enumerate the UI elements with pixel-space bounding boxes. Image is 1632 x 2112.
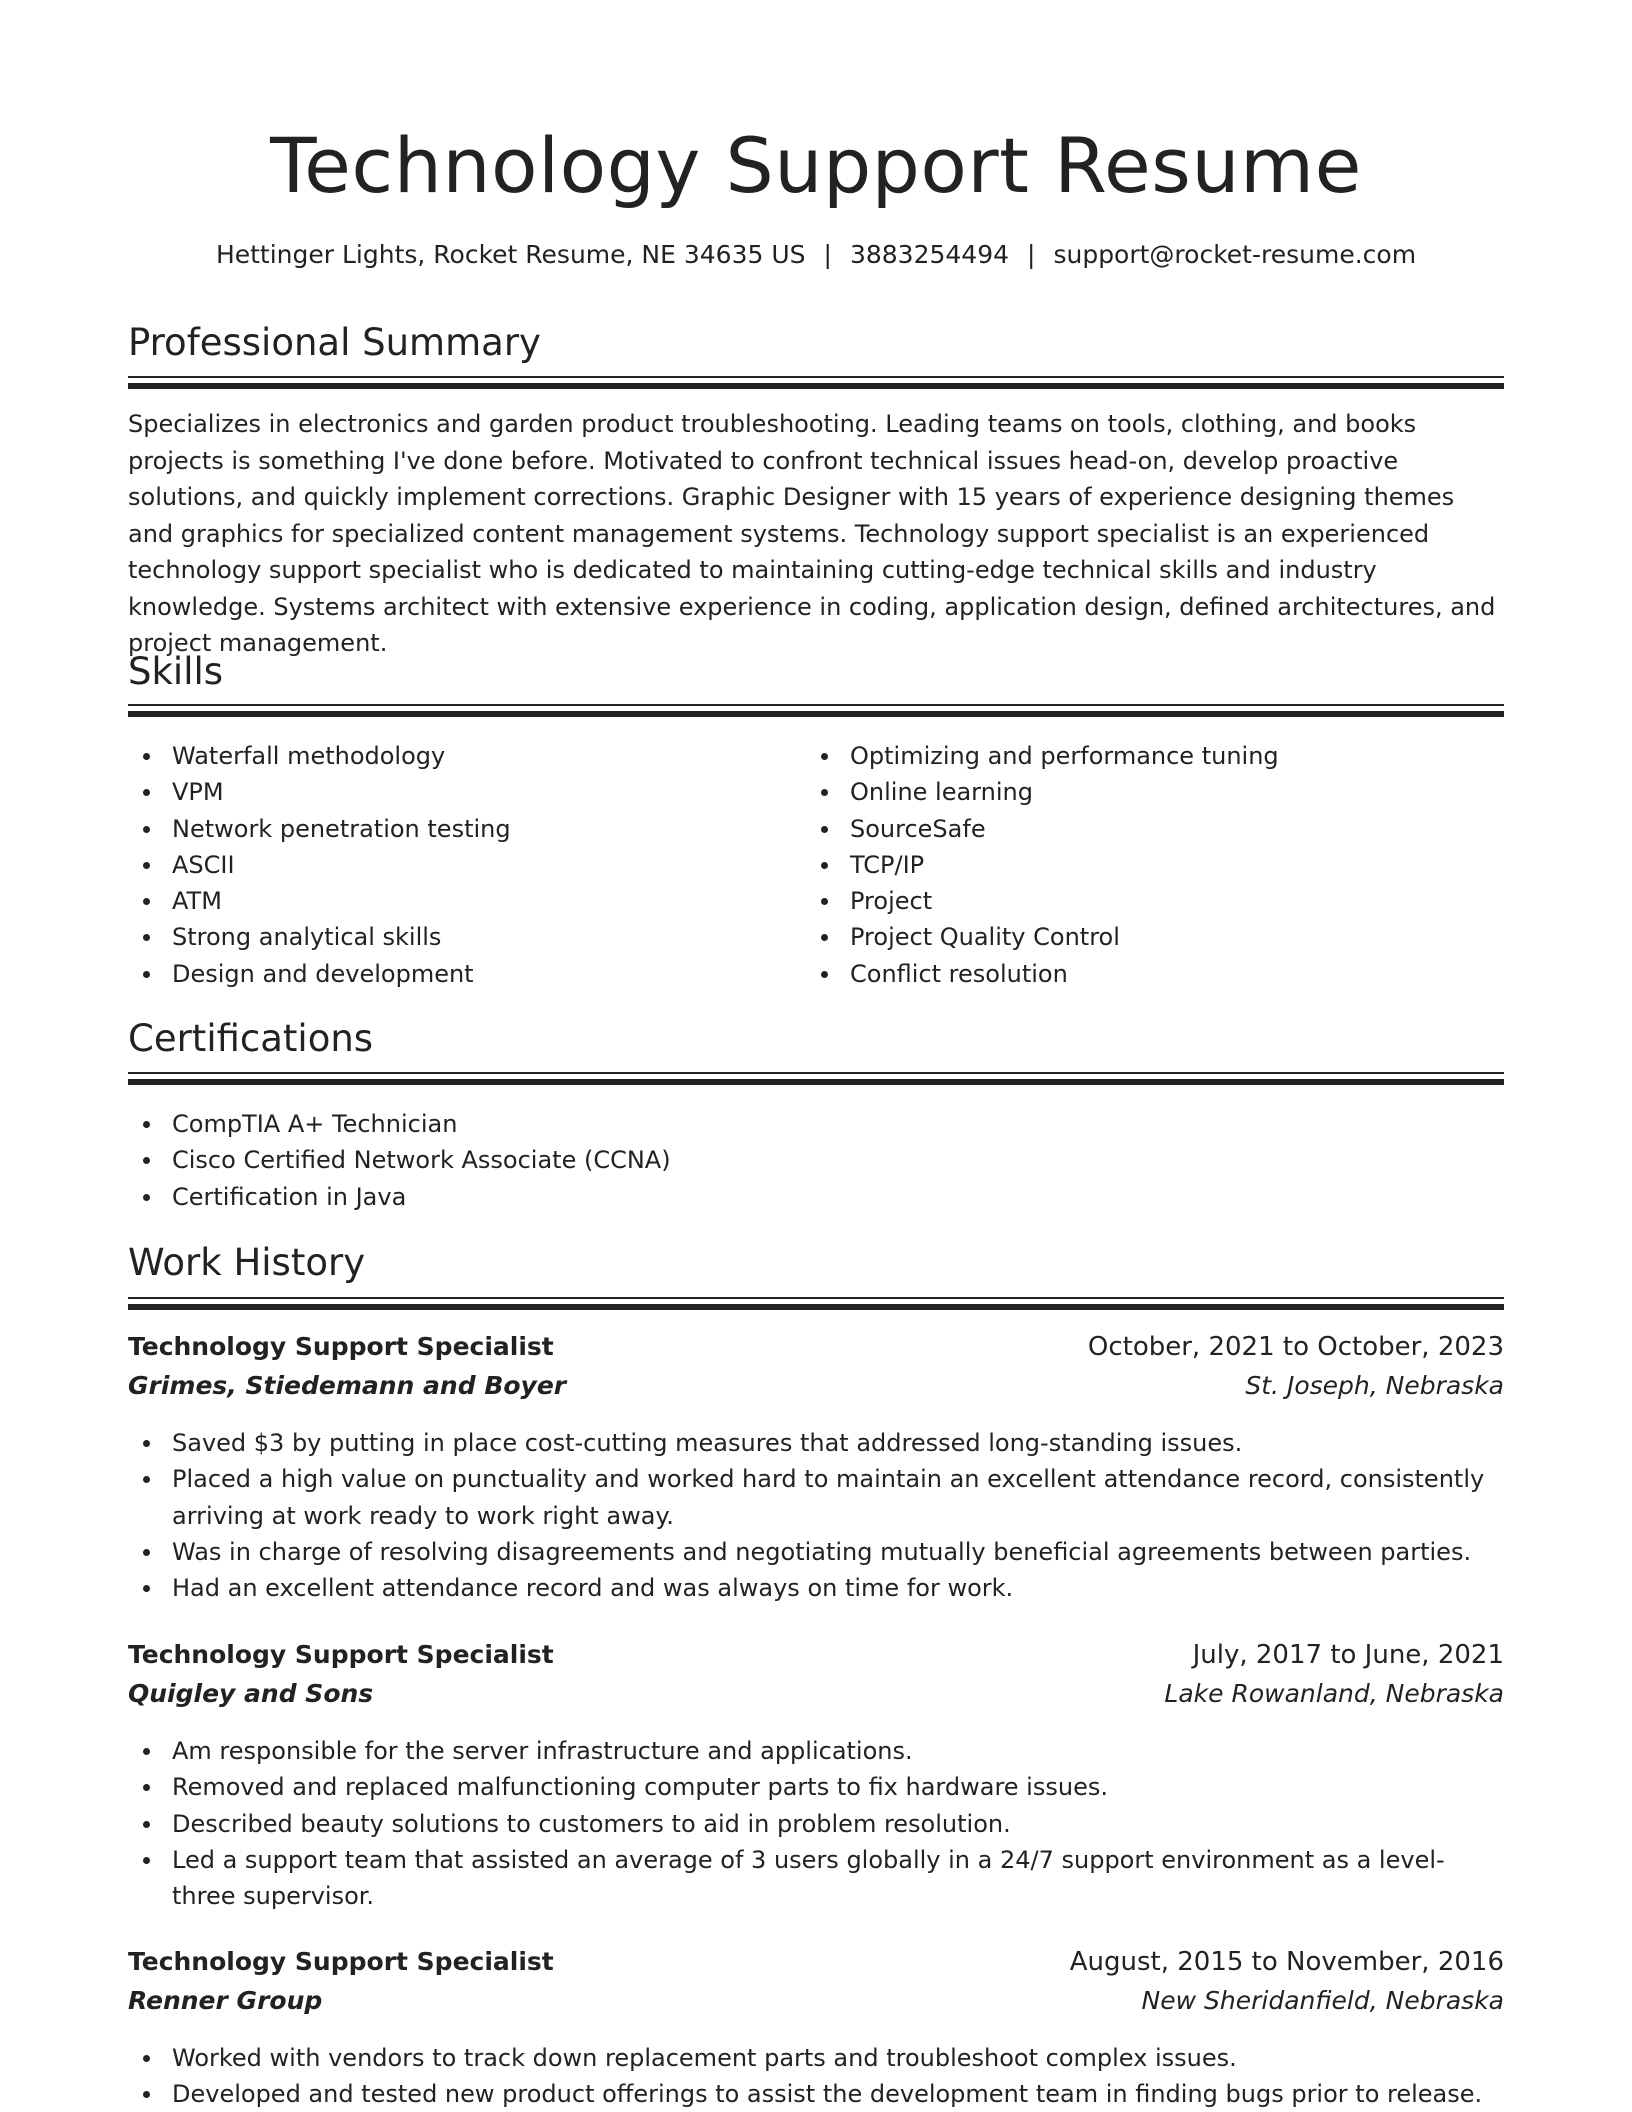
job-dates: October, 2021 to October, 2023: [1087, 1332, 1504, 1362]
job-location: New Sheridanfield, Nebraska: [1141, 1986, 1504, 2015]
skills-list-left: [128, 738, 788, 992]
job-location: St. Joseph, Nebraska: [1245, 1371, 1504, 1400]
skill-item: ASCII: [128, 847, 788, 883]
job-bullet: Saved $3 by putting in place cost-cutting measures that addressed long-standing issues.: [128, 1425, 1504, 1461]
contact-line: [0, 238, 1632, 272]
contact-address: Hettinger Lights, Rocket Resume, NE 34635 US: [215, 240, 806, 269]
skill-item: Optimizing and performance tuning: [806, 738, 1466, 774]
contact-phone: 3883254494: [849, 240, 1010, 269]
job-bullet: Am responsible for the server infrastructure and applications.: [128, 1733, 1504, 1769]
skill-item: ATM: [128, 883, 788, 919]
job-bullets: [128, 1733, 1504, 1914]
certifications-list: [128, 1106, 1504, 1215]
job-title: Technology Support Specialist: [128, 1947, 554, 1976]
skill-item: Conflict resolution: [806, 956, 1466, 992]
skill-item: Network penetration testing: [128, 811, 788, 847]
certification-item: Certification in Java: [128, 1179, 1504, 1215]
section-divider: [128, 376, 1504, 389]
section-heading-work-history: Work History: [128, 1241, 366, 1284]
job-location: Lake Rowanland, Nebraska: [1164, 1679, 1504, 1708]
skill-item: SourceSafe: [806, 811, 1466, 847]
job-title: Technology Support Specialist: [128, 1640, 554, 1669]
contact-separator: |: [1027, 240, 1036, 269]
job-bullet: Removed and replaced malfunctioning computer parts to fix hardware issues.: [128, 1769, 1504, 1805]
skill-item: Strong analytical skills: [128, 919, 788, 955]
job-title: Technology Support Specialist: [128, 1332, 554, 1361]
job-entry: [128, 1640, 1504, 1914]
contact-email: support@rocket-resume.com: [1053, 240, 1417, 269]
job-company: Quigley and Sons: [128, 1679, 374, 1708]
job-bullet: Developed and tested new product offerings to assist the development team in finding bugs prior to release.: [128, 2076, 1504, 2112]
resume-title: Technology Support Resume: [270, 121, 1362, 210]
skills-list-right: [806, 738, 1466, 992]
skill-item: Online learning: [806, 774, 1466, 810]
job-bullets: [128, 2040, 1504, 2112]
job-dates: August, 2015 to November, 2016: [1069, 1947, 1504, 1977]
skill-item: Waterfall methodology: [128, 738, 788, 774]
certification-item: CompTIA A+ Technician: [128, 1106, 1504, 1142]
skill-item: Project: [806, 883, 1466, 919]
section-heading-summary: Professional Summary: [128, 321, 541, 364]
job-bullet: Worked with vendors to track down replacement parts and troubleshoot complex issues.: [128, 2040, 1504, 2076]
skill-item: Design and development: [128, 956, 788, 992]
section-heading-certifications: Certifications: [128, 1017, 374, 1060]
job-bullet: Had an excellent attendance record and was always on time for work.: [128, 1570, 1504, 1606]
skill-item: Project Quality Control: [806, 919, 1466, 955]
certification-item: Cisco Certified Network Associate (CCNA): [128, 1142, 1504, 1178]
job-bullet: Was in charge of resolving disagreements and negotiating mutually beneficial agreements between parties.: [128, 1534, 1504, 1570]
section-divider: [128, 704, 1504, 717]
contact-separator: |: [823, 240, 832, 269]
section-heading-skills: Skills: [128, 650, 224, 693]
summary-text: Specializes in electronics and garden product troubleshooting. Leading teams on tools, clothing, and books projects is something I've done before. Motivated to confront technical issues head-on, develop proactive solutions, and quickly implement corrections. Graphic Designer with 15 years of experience designing themes and graphics for specialized content management systems. Technology support specialist is an experienced technology support specialist who is dedicated to maintaining cutting-edge technical skills and industry knowledge. Systems architect with extensive experience in coding, application design, defined architectures, and project management.: [128, 410, 1496, 657]
skill-item: VPM: [128, 774, 788, 810]
job-bullets: [128, 1425, 1504, 1606]
skill-item: TCP/IP: [806, 847, 1466, 883]
section-divider: [128, 1072, 1504, 1085]
job-company: Grimes, Stiedemann and Boyer: [128, 1371, 567, 1400]
job-entry: [128, 1947, 1504, 2112]
job-bullet: Described beauty solutions to customers to aid in problem resolution.: [128, 1806, 1504, 1842]
section-divider: [128, 1297, 1504, 1310]
job-dates: July, 2017 to June, 2021: [1192, 1640, 1504, 1670]
job-bullet: Placed a high value on punctuality and worked hard to maintain an excellent attendance record, consistently arriving at work ready to work right away.: [128, 1461, 1504, 1534]
job-company: Renner Group: [128, 1986, 323, 2015]
job-bullet: Led a support team that assisted an average of 3 users globally in a 24/7 support environment as a level-three supervisor.: [128, 1842, 1504, 1915]
job-entry: [128, 1332, 1504, 1606]
